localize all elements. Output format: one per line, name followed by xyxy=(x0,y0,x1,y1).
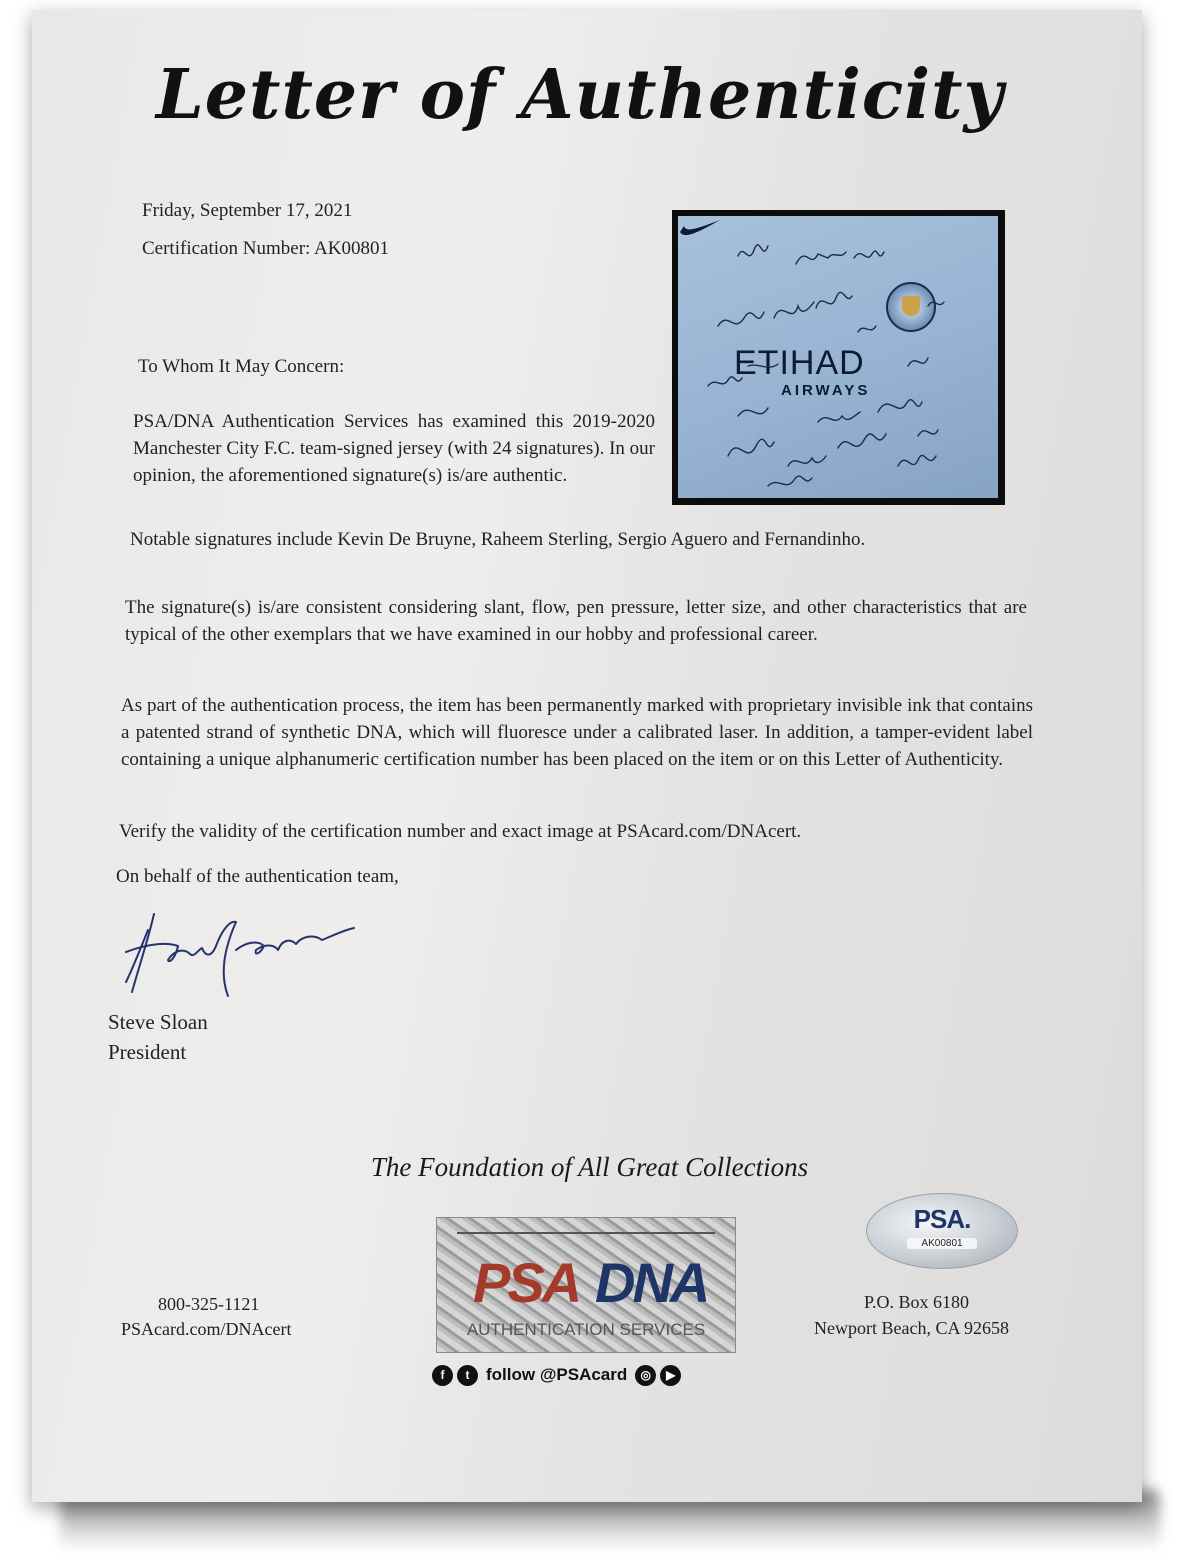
jersey-sponsor: ETIHAD xyxy=(734,344,865,382)
footer-city: Newport Beach, CA 92658 xyxy=(814,1318,1009,1338)
social-follow-row xyxy=(432,1361,681,1389)
footer-website: PSAcard.com/DNAcert xyxy=(121,1319,292,1339)
letter-date: Friday, September 17, 2021 xyxy=(142,200,353,221)
process-paragraph: As part of the authentication process, the item has been permanently marked with proprietary invisible ink that contains a patented strand of synthetic DNA, which will fluoresce under a calibrated laser. In addition, a tamper-evident label containing a unique alphanumeric certification number has been placed on the item or on this Letter of Authenticity. xyxy=(121,695,1033,770)
twitter-icon: t xyxy=(457,1365,478,1386)
psa-hologram-sticker xyxy=(866,1193,1018,1269)
hologram-brand: PSA. xyxy=(913,1204,971,1234)
facebook-icon: f xyxy=(432,1365,453,1386)
signer-title: President xyxy=(108,1040,187,1064)
letter-title: Letter of Authenticity xyxy=(155,55,1005,135)
closing-line: On behalf of the authentication team, xyxy=(116,866,399,887)
intro-paragraph: PSA/DNA Authentication Services has examined this 2019-2020 Manchester City F.C. team-signed jersey (with 24 signatures). In our opinion, the aforementioned signature(s) is/are authentic. xyxy=(133,411,655,486)
jersey-shirt xyxy=(678,216,998,498)
instagram-icon: ◎ xyxy=(635,1365,656,1386)
hologram-cert-number: AK00801 xyxy=(907,1238,977,1249)
footer-tagline xyxy=(0,1152,1179,1183)
footer-phone: 800-325-1121 xyxy=(158,1294,260,1314)
psa-dna-logo-inner xyxy=(457,1232,715,1344)
handwritten-signature xyxy=(118,900,368,1010)
certification-number: Certification Number: AK00801 xyxy=(142,238,389,259)
logo-subtitle: AUTHENTICATION SERVICES xyxy=(466,1320,706,1339)
logo-psa-text: PSA xyxy=(473,1251,580,1314)
youtube-icon: ▶ xyxy=(660,1365,681,1386)
logo-dna-text: DNA xyxy=(595,1251,708,1314)
follow-handle: follow @PSAcard xyxy=(486,1365,628,1384)
verify-paragraph: Verify the validity of the certification number and exact image at PSAcard.com/DNAcert. xyxy=(119,821,802,842)
notable-signatures-paragraph: Notable signatures include Kevin De Bruyne, Raheem Sterling, Sergio Aguero and Fernandinho. xyxy=(130,529,866,550)
footer-tagline-text: The Foundation of All Great Collections xyxy=(370,1152,809,1182)
footer-po-box: P.O. Box 6180 xyxy=(864,1292,970,1312)
jersey-photo xyxy=(672,210,1005,505)
salutation: To Whom It May Concern: xyxy=(138,356,345,377)
jersey-signatures xyxy=(678,216,998,498)
signer-name: Steve Sloan xyxy=(108,1010,208,1034)
jersey-sponsor-sub: AIRWAYS xyxy=(781,382,871,399)
consistency-paragraph: The signature(s) is/are consistent considering slant, flow, pen pressure, letter size, and other characteristics that are typical of the other exemplars that we have examined in our hobby and professional career. xyxy=(125,597,1027,645)
psa-dna-logo xyxy=(436,1217,736,1353)
